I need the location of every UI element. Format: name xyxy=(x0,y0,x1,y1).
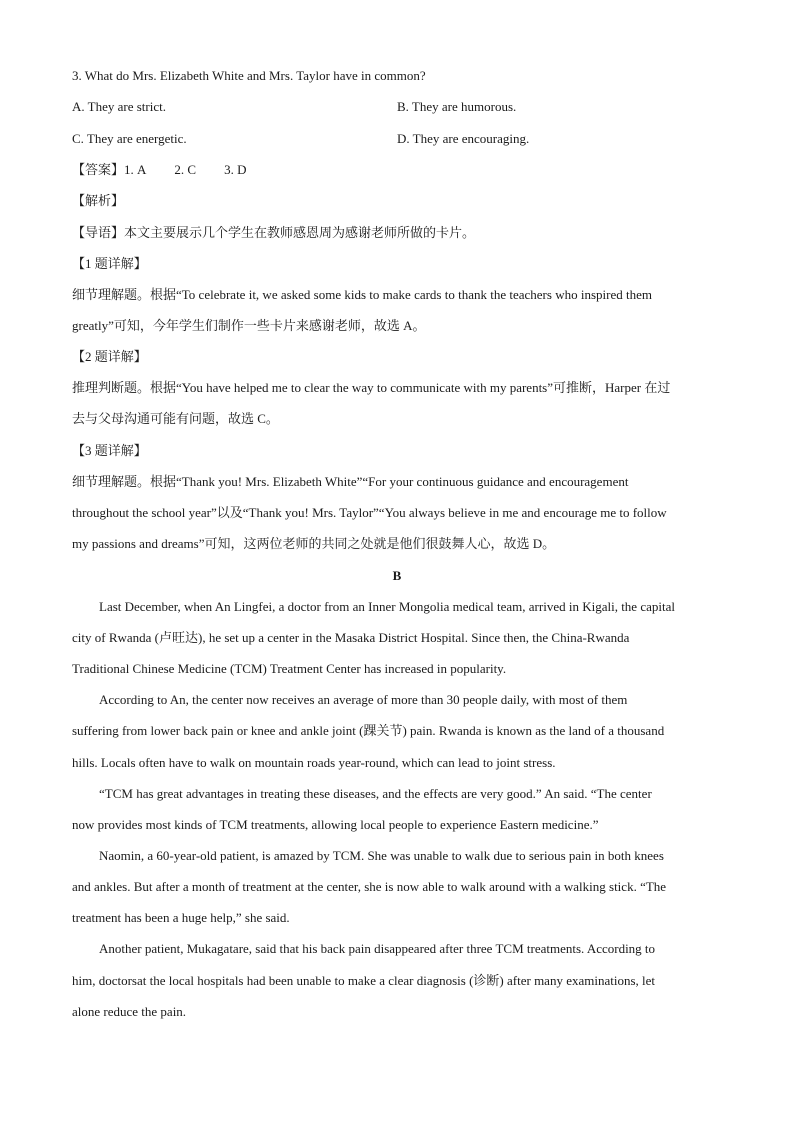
question-3-stem: 3. What do Mrs. Elizabeth White and Mrs. Taylor have in common? xyxy=(72,68,426,83)
q1-heading: 【1 题详解】 xyxy=(72,256,147,271)
option-d: D. They are encouraging. xyxy=(397,131,530,146)
q3-heading: 【3 题详解】 xyxy=(72,443,147,458)
passage-line: hills. Locals often have to walk on mountain roads year-round, which can lead to joint stress. xyxy=(72,755,556,770)
option-b: B. They are humorous. xyxy=(397,99,517,114)
q3-line-1: 细节理解题。根据“Thank you! Mrs. Elizabeth White”“For your continuous guidance and encouragement xyxy=(72,474,629,489)
q1-line-2: greatly”可知，今年学生们制作一些卡片来感谢老师，故选 A。 xyxy=(72,318,426,333)
passage-line: him, doctorsat the local hospitals had been unable to make a clear diagnosis (诊断) after many examinations, let xyxy=(72,973,656,988)
passage-line: alone reduce the pain. xyxy=(72,1004,187,1019)
answer-item-2: 2. C xyxy=(174,162,197,177)
option-a: A. They are strict. xyxy=(72,99,166,114)
answer-label: 【答案】 xyxy=(72,162,125,177)
intro-text: 【导语】本文主要展示几个学生在教师感恩周为感谢老师所做的卡片。 xyxy=(72,225,476,240)
option-c: C. They are energetic. xyxy=(72,131,187,146)
answer-row xyxy=(72,161,246,179)
passage-line: treatment has been a huge help,” she said. xyxy=(72,910,290,925)
passage-line: and ankles. But after a month of treatment at the center, she is now able to walk around with a walking stick. “The xyxy=(72,879,667,894)
answer-item-3: 3. D xyxy=(224,162,247,177)
q2-line-2: 去与父母沟通可能有问题，故选 C。 xyxy=(72,411,279,426)
section-b-title: B xyxy=(392,568,402,583)
passage-line: Naomin, a 60-year-old patient, is amazed by TCM. She was unable to walk due to serious pain in both knees xyxy=(99,848,664,863)
passage-line: Traditional Chinese Medicine (TCM) Treatment Center has increased in popularity. xyxy=(72,661,507,676)
q2-line-1: 推理判断题。根据“You have helped me to clear the way to communicate with my parents”可推断，Harper 在过 xyxy=(72,380,671,395)
passage-line: Last December, when An Lingfei, a doctor from an Inner Mongolia medical team, arrived in Kigali, the capital xyxy=(99,599,675,614)
q2-heading: 【2 题详解】 xyxy=(72,349,147,364)
q1-line-1: 细节理解题。根据“To celebrate it, we asked some kids to make cards to thank the teachers who inspired them xyxy=(72,287,652,302)
passage-line: now provides most kinds of TCM treatments, allowing local people to experience Eastern medicine.” xyxy=(72,817,599,832)
passage-line: Another patient, Mukagatare, said that his back pain disappeared after three TCM treatments. According to xyxy=(99,941,656,956)
passage-line: “TCM has great advantages in treating these diseases, and the effects are very good.” An said. “The center xyxy=(99,786,652,801)
passage-line: suffering from lower back pain or knee and ankle joint (踝关节) pain. Rwanda is known as the land of a thousand xyxy=(72,723,665,738)
answer-item-1: 1. A xyxy=(124,162,147,177)
passage-line: According to An, the center now receives an average of more than 30 people daily, with most of them xyxy=(99,692,628,707)
passage-line: city of Rwanda (卢旺达), he set up a center in the Masaka District Hospital. Since then, the China-Rwanda xyxy=(72,630,630,645)
q3-line-2: throughout the school year”以及“Thank you! Mrs. Taylor”“You always believe in me and encourage me to follow xyxy=(72,505,667,520)
q3-line-3: my passions and dreams”可知，这两位老师的共同之处就是他们很鼓舞人心，故选 D。 xyxy=(72,536,556,551)
analysis-label: 【解析】 xyxy=(72,193,125,208)
